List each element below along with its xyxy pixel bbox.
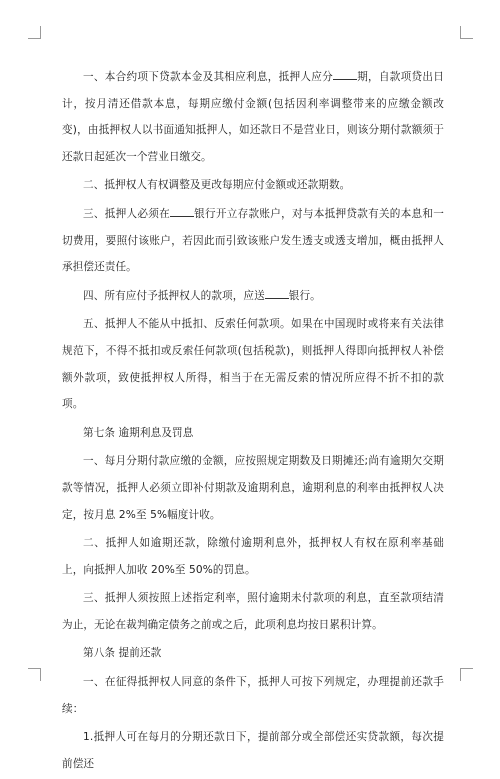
paragraph (62, 172, 444, 199)
paragraph (62, 530, 444, 583)
paragraph (62, 669, 444, 722)
paragraph-text: 二、抵押人如逾期还款，除缴付逾期利息外，抵押权人有权在原利率基础上，向抵押人加收 20%至 50%的罚息。 (62, 537, 444, 576)
paragraph-text: 四、所有应付予抵押权人的款项，应送 (83, 289, 265, 302)
heading-text: 第七条 逾期利息及罚息 (83, 426, 194, 439)
section-heading (62, 640, 444, 667)
paragraph-text: 一、每月分期付款应缴的金额，应按照规定期数及日期摊还;尚有逾期欠交期款等情况，抵押人必须立即补付期款及逾期利息，逾期利息的利率由抵押权人决定，按月息 2%至 5%幅度计收。 (62, 455, 444, 521)
paragraph (62, 64, 444, 170)
paragraph (62, 201, 444, 281)
paragraph-text: 一、本合约项下贷款本金及其相应利息，抵押人应分 (83, 71, 334, 83)
paragraph-text: 1.抵押人可在每月的分期还款日下，提前部分或全部偿还实贷款额，每次提前偿还 (62, 731, 444, 770)
crop-mark-bottom-right (460, 668, 473, 681)
paragraph-text: 三、抵押人必须在 (83, 207, 170, 220)
paragraph-text: 一、在征得抵押权人同意的条件下，抵押人可按下列规定，办理提前还款手续： (62, 676, 444, 715)
document-body (62, 64, 444, 779)
paragraph-text: 期，自款项贷出日计，按月清还借款本息，每期应缴付金额(包括因利率调整带来的应缴金额改变)，由抵押权人以书面通知抵押人，如还款日不是营业日，则该分期付款额须于还款日起延次一个营业日缴交。 (62, 71, 444, 163)
paragraph-text: 三、抵押人须按照上述指定利率，照付逾期未付款项的利息，直至款项结清为止，无论在裁判确定债务之前或之后，此项利息均按日累积计算。 (62, 592, 444, 631)
paragraph (62, 585, 444, 638)
section-heading (62, 420, 444, 447)
paragraph (62, 283, 444, 310)
heading-text: 第八条 提前还款 (83, 647, 162, 660)
paragraph (62, 448, 444, 528)
paragraph-text: 二、抵押权人有权调整及更改每期应付金额或还款期数。 (83, 179, 351, 192)
paragraph (62, 724, 444, 777)
crop-mark-top-right (460, 26, 473, 39)
paragraph-text: 银行。 (288, 289, 321, 302)
crop-mark-bottom-left (28, 668, 41, 681)
crop-mark-top-left (28, 26, 41, 39)
paragraph-text: 银行开立存款账户，对与本抵押贷款有关的本息和一切费用，要照付该账户，若因此而引致该账户发生透支或透支增加，概由抵押人承担偿还责任。 (62, 207, 444, 274)
fill-in-blank (170, 206, 194, 217)
paragraph-text: 五、抵押人不能从中抵扣、反索任何款项。如果在中国现时或将来有关法律规范下，不得不抵扣或反索任何款项(包括税款)，则抵押人得即向抵押权人补偿额外款项，致使抵押权人所得，相当于在无需反索的情况所应得不折不扣的款项。 (62, 318, 444, 411)
fill-in-blank (333, 69, 357, 80)
paragraph (62, 311, 444, 417)
fill-in-blank (265, 288, 289, 299)
